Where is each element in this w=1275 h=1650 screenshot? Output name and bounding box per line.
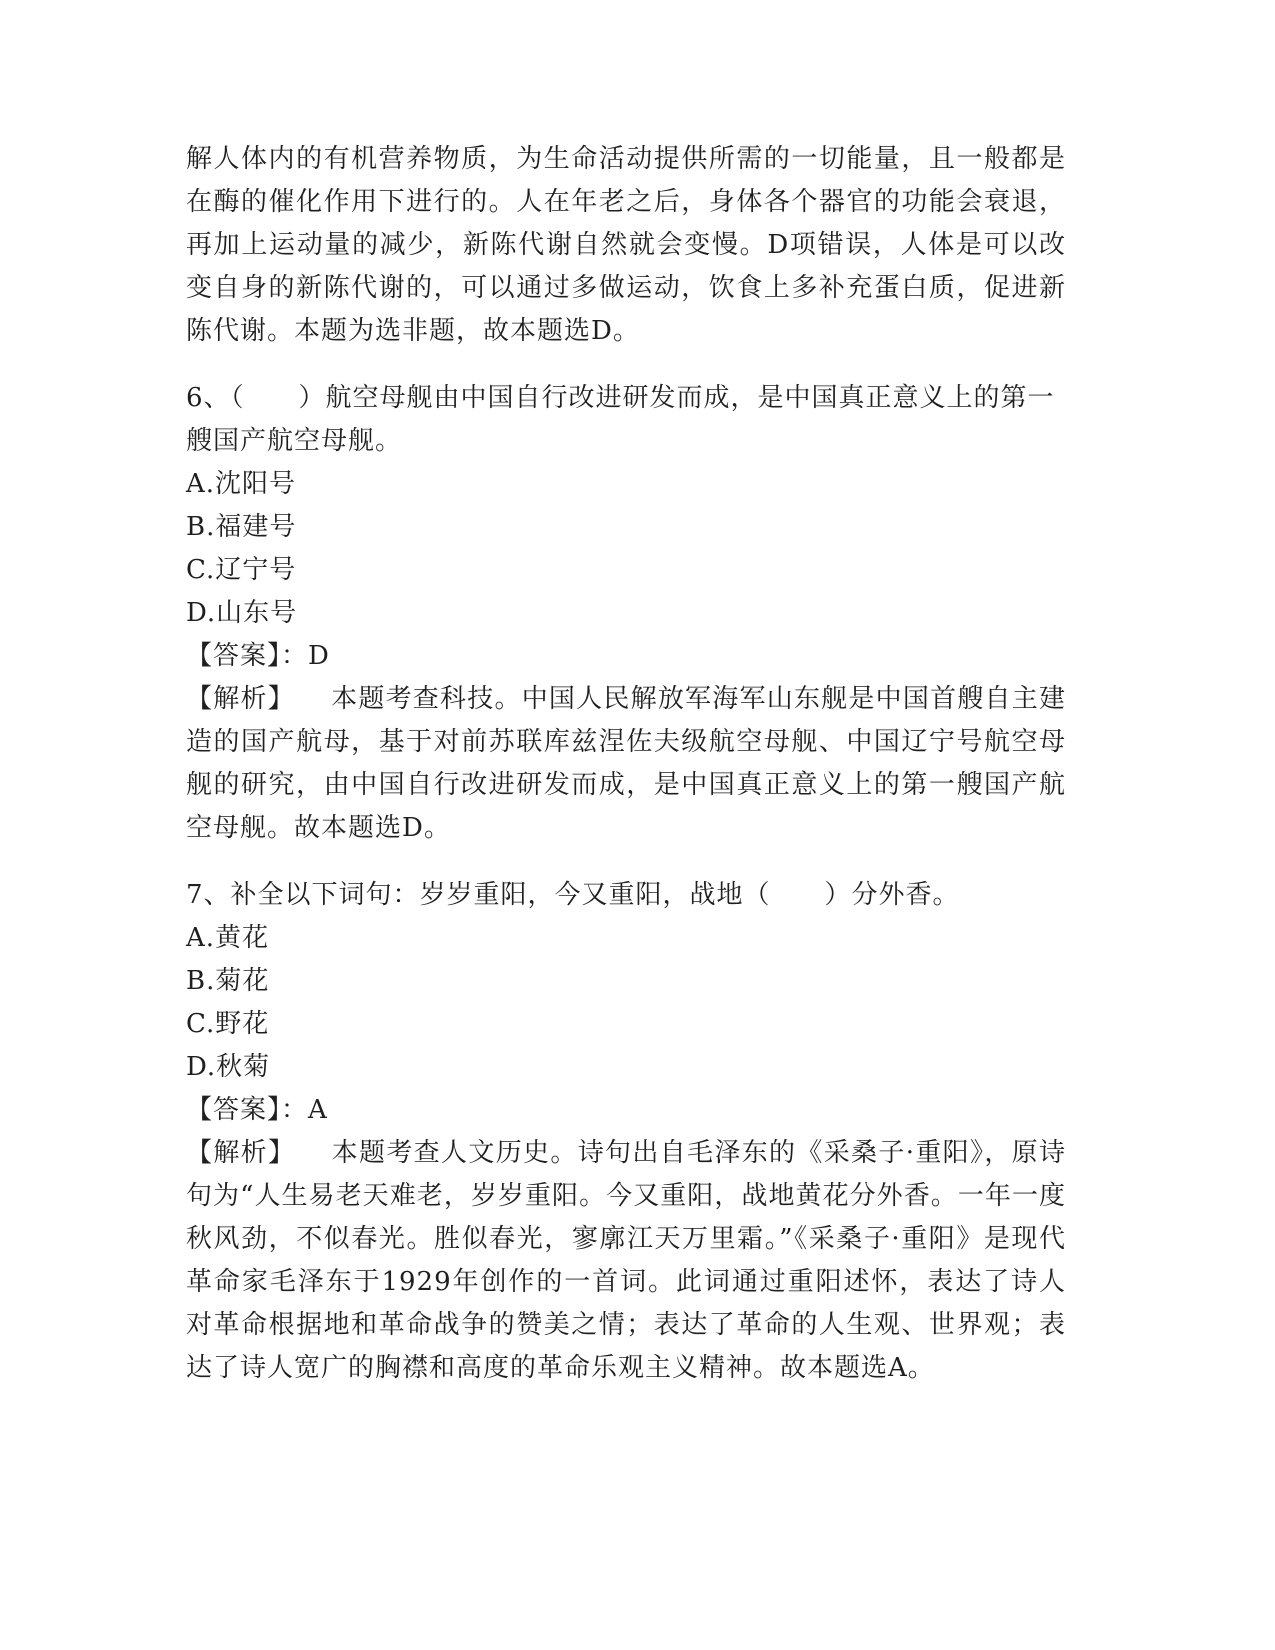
- analysis-text: 本题考查科技。中国人民解放军海军山东舰是中国首艘自主建造的国产航母，基于对前苏联库兹涅佐夫级航空母舰、中国辽宁号航空母舰的研究，由中国自行改进研发而成，是中国真正意义上的第一艘国产航空母舰。故本题选D。: [186, 684, 1066, 843]
- option-d: D.秋菊: [186, 1052, 271, 1082]
- analysis-text: 本题考查人文历史。诗句出自毛泽东的《采桑子·重阳》，原诗句为“人生易老天难老，岁岁重阳。今又重阳，战地黄花分外香。一年一度秋风劲，不似春光。胜似春光，寥廓江天万里霜。”《采桑子·重阳》是现代革命家毛泽东于1929年创作的一首词。此词通过重阳述怀，表达了诗人对革命根据地和革命战争的赞美之情；表达了革命的人生观、世界观；表达了诗人宽广的胸襟和高度的革命乐观主义精神。故本题选A。: [186, 1138, 1066, 1383]
- answer-label: 【答案】: [186, 641, 282, 671]
- answer-label: 【答案】: [186, 1095, 282, 1125]
- analysis-label: 【解析】: [186, 684, 295, 714]
- option-c: C.辽宁号: [186, 555, 297, 585]
- option-a: A.黄花: [186, 923, 270, 953]
- analysis-paragraph: [186, 678, 1066, 850]
- question-block-7: [186, 874, 1066, 1390]
- option-b: B.菊花: [186, 966, 270, 996]
- option-a: A.沈阳号: [186, 469, 297, 499]
- intro-paragraph: 解人体内的有机营养物质，为生命活动提供所需的一切能量，且一般都是在酶的催化作用下进行的。人在年老之后，身体各个器官的功能会衰退，再加上运动量的减少，新陈代谢自然就会变慢。D项错误，人体是可以改变自身的新陈代谢的，可以通过多做运动，饮食上多补充蛋白质，促进新陈代谢。本题为选非题，故本题选D。: [186, 144, 1066, 346]
- document-page: [186, 138, 1066, 1390]
- analysis-paragraph: [186, 1132, 1066, 1390]
- answer-value: ：D: [281, 641, 330, 671]
- option-b: B.福建号: [186, 512, 297, 542]
- analysis-label: 【解析】: [186, 1138, 296, 1168]
- option-d: D.山东号: [186, 598, 298, 628]
- answer-value: ：A: [281, 1095, 328, 1125]
- question-stem: 7、补全以下词句：岁岁重阳，今又重阳，战地（ ）分外香。: [186, 880, 960, 910]
- question-stem: 6、（ ）航空母舰由中国自行改进研发而成，是中国真正意义上的第一艘国产航空母舰。: [186, 383, 1055, 456]
- answer-line: [186, 1089, 1066, 1132]
- option-c: C.野花: [186, 1009, 270, 1039]
- answer-line: [186, 635, 1066, 678]
- question-block-6: [186, 377, 1066, 850]
